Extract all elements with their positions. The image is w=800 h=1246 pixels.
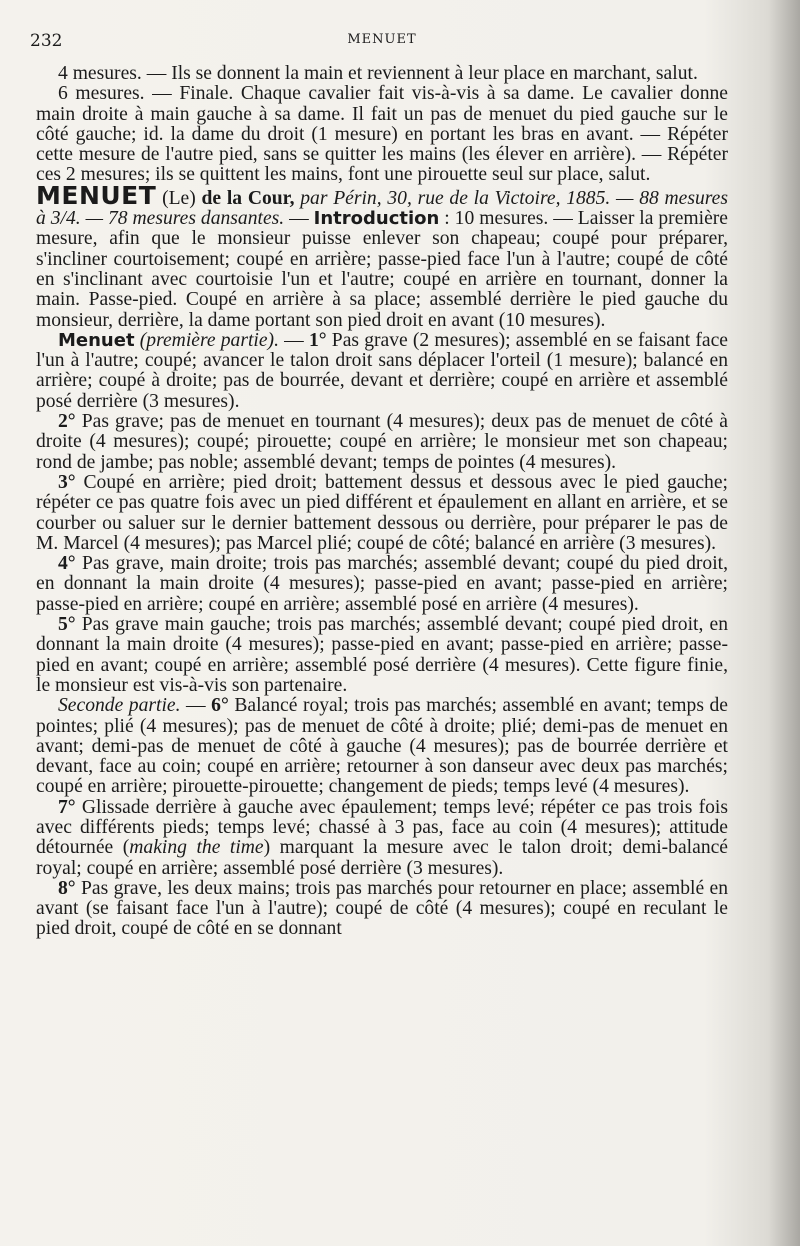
paragraph: Seconde partie. — 6° Balancé royal; trois pas marchés; assemblé en avant; temps de pointes; plié (4 mesures); pas de menuet de côté à droite; plié; demi-pas de menuet en avant; demi-pas de menuet de côté à gauche (4 mesures); pas de bourrée derrière et devant, face au coin; coupé en arrière; retourner à son danseur avec deux pas marchés; coupé en arrière; pirouette-pirouette; changement de pieds; temps levé (4 mesures). [36, 695, 728, 798]
figure-number: 6° [211, 695, 229, 717]
running-title: MENUET [347, 32, 417, 47]
entry-byline: par Périn, 30, rue de la Victoire, 1885. — 88 mesures à 3/4. — 78 mesures dansantes. [36, 187, 729, 230]
figure-number: 7° [58, 796, 76, 818]
figure-number: 5° [58, 614, 76, 636]
section-label: Menuet [58, 329, 135, 351]
figure-number: 1° [308, 329, 327, 351]
paragraph: 4° Pas grave, main droite; trois pas marchés; assemblé devant; coupé du pied droit, en donnant la main droite (4 mesures); passe-pied en avant; passe-pied en arrière; passe-pied en arrière; coupé en arrière; assemblé posé en arrière (4 mesures). [36, 553, 728, 615]
entry-heading-paragraph: MENUET (Le) de la Cour, par Périn, 30, rue de la Victoire, 1885. — 88 mesures à 3/4. — 78 mesures dansantes. — Introduction : 10 mesures. — Laisser la première mesure, afin que le monsieur puisse enlever son chapeau; coupé pour préparer, s'incliner courtoisement; coupé en arrière; passe-pied face l'un à l'autre; coupé de côté en s'inclinant avec courtoisie l'un et l'autre; coupé en arrière en tournant, donner la main. Passe-pied. Coupé en arrière à sa place; assemblé derrière le pied gauche du monsieur, derrière, la dame portant son pied droit en avant (10 mesures). [36, 180, 729, 331]
paragraph: Menuet (première partie). — 1° Pas grave (2 mesures); assemblé en se faisant face l'un à l'autre; coupé; avancer le talon droit sans déplacer l'orteil (1 mesure); balancé en arrière; coupé à droite; pas de bourrée, devant et derrière; coupé en arrière et assemblé posé derrière (3 mesures). [36, 329, 729, 412]
entry-article: (Le) [162, 187, 196, 209]
entry-title: MENUET [36, 180, 157, 210]
paragraph: 6 mesures. — Finale. Chaque cavalier fait vis-à-vis à sa dame. Le cavalier donne main droite à main gauche à sa dame. Il fait un pas de menuet du pied gauche sur le côté gauche; id. la dame du droit (1 mesure) en portant les bras en avant. — Répéter cette mesure de l'autre pied, sans se quitter les mains (les élever en arrière). — Répéter ces 2 mesures; ils se quittent les mains, font une pirouette seul sur place, salut. [36, 83, 728, 186]
paragraph: 3° Coupé en arrière; pied droit; battement dessus et dessous avec le pied gauche; répéter ce pas quatre fois avec un pied différent et épaulement en allant en arrière, et se courber ou saluer sur le dernier battement dessous ou derrière, pour préparer le pas de M. Marcel (4 mesures); pas Marcel plié; coupé de côté; balancé en arrière (3 mesures). [36, 471, 728, 554]
figure-number: 3° [58, 471, 76, 493]
paragraph: 7° Glissade derrière à gauche avec épaulement; temps levé; répéter ce pas trois fois avec différents pieds; temps levé; chassé à 3 pas, face au coin (4 mesures); attitude détournée (making the time) marquant la mesure avec le talon droit; demi-balancé royal; coupé en arrière; assemblé posé derrière (3 mesures). [36, 796, 729, 879]
paragraph: 8° Pas grave, les deux mains; trois pas marchés pour retourner en place; assemblé en avant (se faisant face l'un à l'autre); coupé de côté (4 mesures); coupé en reculant le pied droit, coupé de côté en se donnant [36, 877, 728, 940]
section-sublabel: (première partie). [139, 329, 279, 351]
running-head [30, 28, 728, 52]
figure-number: 4° [58, 553, 76, 575]
paragraph: 5° Pas grave main gauche; trois pas marchés; assemblé devant; coupé pied droit, en donnant la main droite (4 mesures); passe-pied en avant; passe-pied en arrière; passe-pied en avant; coupé en arrière; assemblé posé derrière (4 mesures). Cette figure finie, le monsieur est vis-à-vis son partenaire. [36, 614, 728, 696]
section-label: Seconde partie. [58, 695, 181, 717]
figure-number: 2° [58, 411, 76, 433]
figure-number: 8° [58, 877, 76, 899]
body-text [36, 64, 728, 940]
paragraph: 4 mesures. — Ils se donnent la main et reviennent à leur place en marchant, salut. [58, 63, 698, 84]
paragraph: 2° Pas grave; pas de menuet en tournant (4 mesures); deux pas de menuet de côté à droite (4 mesures); coupé; pirouette; coupé en arrière; le monsieur met son chapeau; rond de jambe; pas noble; assemblé devant; temps de pointes (4 mesures). [36, 411, 728, 473]
intro-label: Introduction [313, 208, 440, 230]
page-number: 232 [30, 31, 63, 51]
entry-subtitle: de la Cour, [201, 187, 295, 209]
